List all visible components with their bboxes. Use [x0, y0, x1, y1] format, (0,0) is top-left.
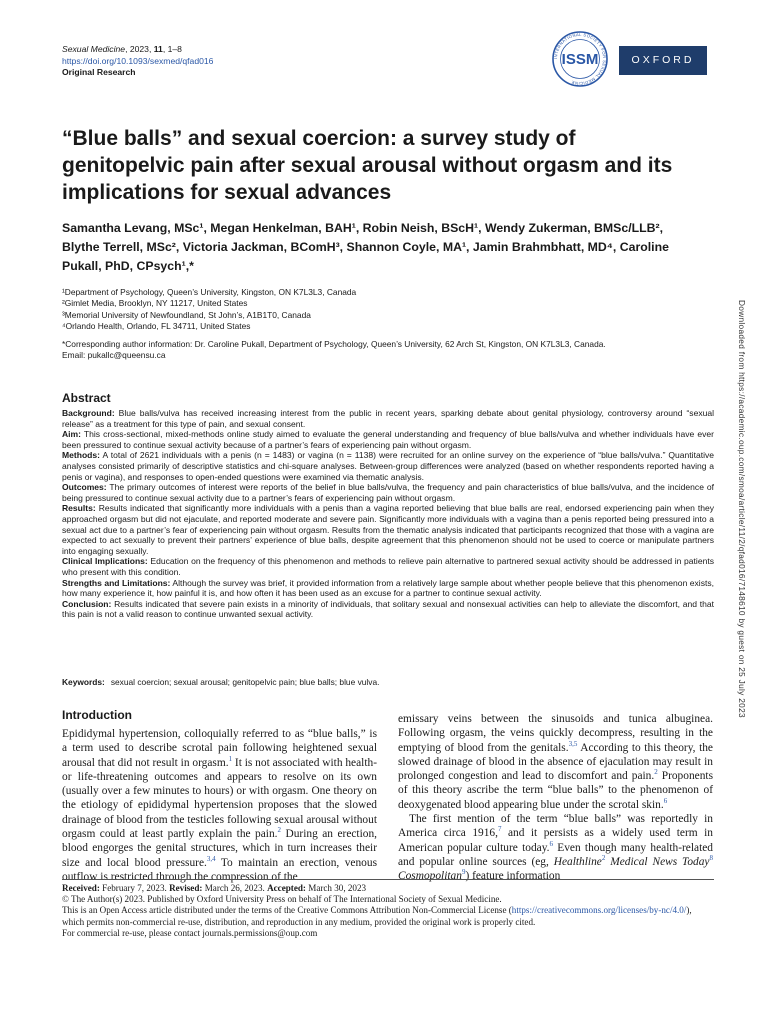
citation-ref[interactable]: 6	[549, 839, 554, 848]
license-text: ), which permits non-commercial re-use, distribution, and reproduction in any medium, provided the original work is properly cited.	[62, 905, 692, 927]
commercial-reuse-notice: For commercial re-use, please contact journals.permissions@oup.com	[62, 927, 318, 938]
citation-ref[interactable]: 3,4	[206, 854, 216, 863]
citation-ref[interactable]: 2	[654, 768, 658, 777]
abstract-results	[62, 503, 714, 556]
abstract-aim	[62, 429, 714, 450]
body-text: The first mention of the term “blue balls” was reportedly in America circa 1916,	[398, 813, 713, 840]
abstract-text: This cross-sectional, mixed-methods online study aimed to evaluate the general understanding and frequency of blue balls/vulva and whether individuals have ever been pressured to continue sexual activity because of a partner’s fears of experiencing pain without orgasm.	[62, 429, 714, 450]
abstract-label: Background:	[62, 408, 115, 418]
body-text: Epididymal hypertension, colloquially referred to as “blue balls,” is a term used to describe scrotal pain following heightened sexual arousal that did not result in orgasm.	[62, 728, 377, 769]
journal-volume: 11	[153, 44, 163, 54]
affiliation-item: ³Memorial University of Newfoundland, St John’s, A1B1T0, Canada	[62, 309, 311, 320]
affiliations	[62, 287, 702, 332]
affiliation-item: ⁴Orlando Health, Orlando, FL 34711, United States	[62, 320, 251, 331]
article-title: “Blue balls” and sexual coercion: a survey study of genitopelvic pain after sexual arousal without orgasm and its implications for sexual advances	[62, 127, 673, 204]
body-text: During an erection, blood engorges the genital structures, which in turn increases their size and local blood pressure.	[62, 828, 378, 869]
abstract-text: Education on the frequency of this phenomenon and methods to relieve pain alternative to partnered sexual activity should be addressed in patients who present with this condition.	[62, 556, 714, 577]
date-label: Accepted:	[267, 883, 306, 893]
journal-citation	[62, 44, 213, 79]
date-label: Received:	[62, 883, 100, 893]
issm-logo	[551, 30, 609, 88]
license-text: This is an Open Access article distributed under the terms of the Creative Commons Attribution Non-Commercial License (	[62, 905, 512, 916]
abstract-text: Results indicated that severe pain exists in a minority of individuals, that solitary sexual and nonsexual activities can help to alleviate the discomfort, and that this pain is not a valid reason to continue unwanted sexual activity.	[62, 598, 714, 620]
abstract-text: A total of 2621 individuals with a penis (n = 1483) or vagina (n = 1138) were recruited for an online survey on the experience of “blue balls/vulva.” Quantitative analyses consisted primarily of descriptive statistics and chi-square analyses. Between-group differences were analyzed (based on whether respondents reported having a penis or vagina), and responses to open-ended questions were examined via thematic analysis.	[62, 450, 714, 482]
article-footer	[62, 883, 714, 939]
introduction-heading: Introduction	[62, 708, 132, 722]
license-link[interactable]: https://creativecommons.org/licenses/by-nc/4.0/	[511, 905, 687, 916]
abstract-background	[62, 408, 714, 429]
abstract-clinical-implications	[62, 556, 714, 577]
body-paragraph	[398, 812, 713, 883]
date-value: March 30, 2023	[305, 883, 367, 893]
keywords-label: Keywords:	[62, 677, 105, 687]
abstract-conclusion	[62, 599, 714, 620]
introduction-column-2	[398, 712, 713, 884]
corresponding-email[interactable]: Email: pukallc@queensu.ca	[62, 350, 166, 361]
citation-ref[interactable]: 3,5	[568, 739, 578, 748]
date-label: Revised:	[169, 883, 203, 893]
footer-divider	[62, 879, 714, 880]
body-text: It is not associated with health- or life-threatening outcomes and appears to resolve on its own (usually over a few minutes to hours) or with orgasm. One theory on the etiology of epididymal hypertension proposes that the slowed drainage of blood from the testicles following sexual arousal without orgasm could at least partly explain the pain.	[62, 756, 377, 841]
body-text: To maintain an erection, venous outflow is restricted through the compression of the	[62, 856, 377, 883]
doi-link[interactable]: https://doi.org/10.1093/sexmed/qfad016	[62, 55, 214, 66]
citation-ref[interactable]: 2	[277, 826, 282, 835]
journal-name: Sexual Medicine	[62, 44, 126, 54]
abstract-label: Clinical Implications:	[62, 556, 148, 567]
abstract-label: Methods:	[62, 450, 100, 461]
journal-pages: , 1–8	[162, 44, 182, 54]
body-text: Even though many health-related and popular online sources (eg,	[398, 841, 713, 868]
logo-ring-text: INTERNATIONAL SOCIETY FOR SEXUAL MEDICINE	[552, 31, 608, 87]
logo-text: ISSM	[561, 51, 599, 68]
abstract-label: Aim:	[62, 429, 81, 440]
author-list: Samantha Levang, MSc¹, Megan Henkelman, BAH¹, Robin Neish, BScH¹, Wendy Zukerman, BMSc/LLB², Blythe Terrell, MSc², Victoria Jackman, BComH³, Shannon Coyle, MA¹, Jamin Brahmbhatt, MD⁴, Caroline Pukall, PhD, CPsych¹,*	[62, 221, 669, 273]
abstract-text: Although the survey was brief, it provided information from a relatively large sample about whether people believe that this phenomenon exists, how many experience it, how painful it is, and how often it has been used as an excuse for a partner to continue sexual activity.	[62, 577, 714, 599]
date-value: February 7, 2023.	[99, 883, 170, 893]
source-name: Cosmopolitan	[398, 870, 462, 883]
abstract-label: Conclusion:	[62, 598, 112, 609]
abstract-text: The primary outcomes of interest were reports of the belief in blue balls/vulva, the frequency and pain characteristics of blue balls/vulva, and the incidence of being pressured to continue sexual activity due to a partner’s fears of experiencing pain without orgasm.	[62, 482, 714, 503]
abstract-methods	[62, 450, 714, 482]
citation-ref[interactable]: 7	[497, 825, 502, 834]
abstract-outcomes	[62, 482, 714, 503]
body-text: emissary veins between the sinusoids and tunica albuginea. Following orgasm, the veins quickly decompress, resulting in the emptying of blood from the genitals.	[398, 713, 713, 754]
citation-ref[interactable]: 2	[601, 854, 606, 863]
source-name: Medical News Today	[610, 855, 710, 868]
body-text: and it persists as a widely used term in American popular culture today.	[398, 827, 713, 854]
copyright-notice: © The Author(s) 2023. Published by Oxford University Press on behalf of The International Society of Sexual Medicine.	[62, 894, 502, 905]
citation-ref[interactable]: 9	[461, 868, 466, 877]
corresponding-author-info: *Corresponding author information: Dr. Caroline Pukall, Department of Psychology, Queen’s University, 62 Arch St, Kingston, ON K7L3L3, Canada.	[62, 339, 606, 349]
abstract-label: Strengths and Limitations:	[62, 577, 171, 588]
abstract-text: Results indicated that significantly more individuals with a penis than a vagina reported believing that blue balls are real, endorsed experiencing pain when they approached orgasm but did not ejaculate, and reported moderate and severe pain. Significantly more individuals with a vagina than a penis reported being pressured into a sexual act due to a partner’s fear of experiencing pain without orgasm. Results from the thematic analysis indicated that participants recognized that those with a vagina are expected to act sexually to prevent their partners’ experience of blue balls, despite agreement that this phenomenon should not be used to coerce or manipulate partners into engaging sexually.	[62, 503, 714, 556]
article-section: Original Research	[62, 67, 136, 78]
license-notice	[62, 905, 714, 927]
affiliation-item: ²Gimlet Media, Brooklyn, NY 11217, United States	[62, 298, 248, 309]
keywords-text: sexual coercion; sexual arousal; genitopelvic pain; blue balls; blue vulva.	[110, 677, 380, 687]
body-text: ) feature information	[465, 870, 561, 883]
keywords	[62, 677, 702, 688]
oxford-logo: OXFORD	[619, 46, 707, 75]
introduction-column-1	[62, 727, 377, 884]
corresponding-author	[62, 339, 702, 362]
abstract-text: Blue balls/vulva has received increasing interest from the public in recent years, sparking debate about genital physiology, controversy around “sexual release” as a treatment for this type of pain, and sexual consent.	[62, 408, 714, 429]
citation-ref[interactable]: 6	[663, 796, 668, 805]
citation-ref[interactable]: 1	[228, 754, 233, 763]
abstract-label: Outcomes:	[62, 482, 107, 493]
download-watermark: Downloaded from https://academic.oup.com/smoa/article/11/2/qfad016/7148610 by guest on 25 July 2023	[737, 300, 747, 718]
abstract-label: Results:	[62, 503, 96, 514]
date-value: March 26, 2023.	[202, 883, 268, 893]
citation-ref[interactable]: 8	[709, 854, 713, 863]
body-text: Proponents of this theory ascribe the term “blue balls” to the phenomenon of deoxygenated blood appearing blue under the scrotal skin.	[398, 770, 713, 811]
body-paragraph	[398, 712, 713, 812]
article-dates	[62, 883, 714, 894]
journal-year: , 2023,	[125, 44, 154, 54]
body-paragraph	[62, 727, 377, 884]
abstract-body	[62, 408, 714, 620]
abstract-strengths-limitations	[62, 578, 714, 599]
abstract-heading: Abstract	[62, 391, 111, 405]
body-text: According to this theory, the slowed drainage of blood in the absence of ejaculation may result in prolonged congestion and lead to discomfort and pain.	[398, 741, 713, 783]
affiliation-item: ¹Department of Psychology, Queen’s University, Kingston, ON K7L3L3, Canada	[62, 287, 357, 297]
source-name: Healthline	[553, 855, 602, 868]
